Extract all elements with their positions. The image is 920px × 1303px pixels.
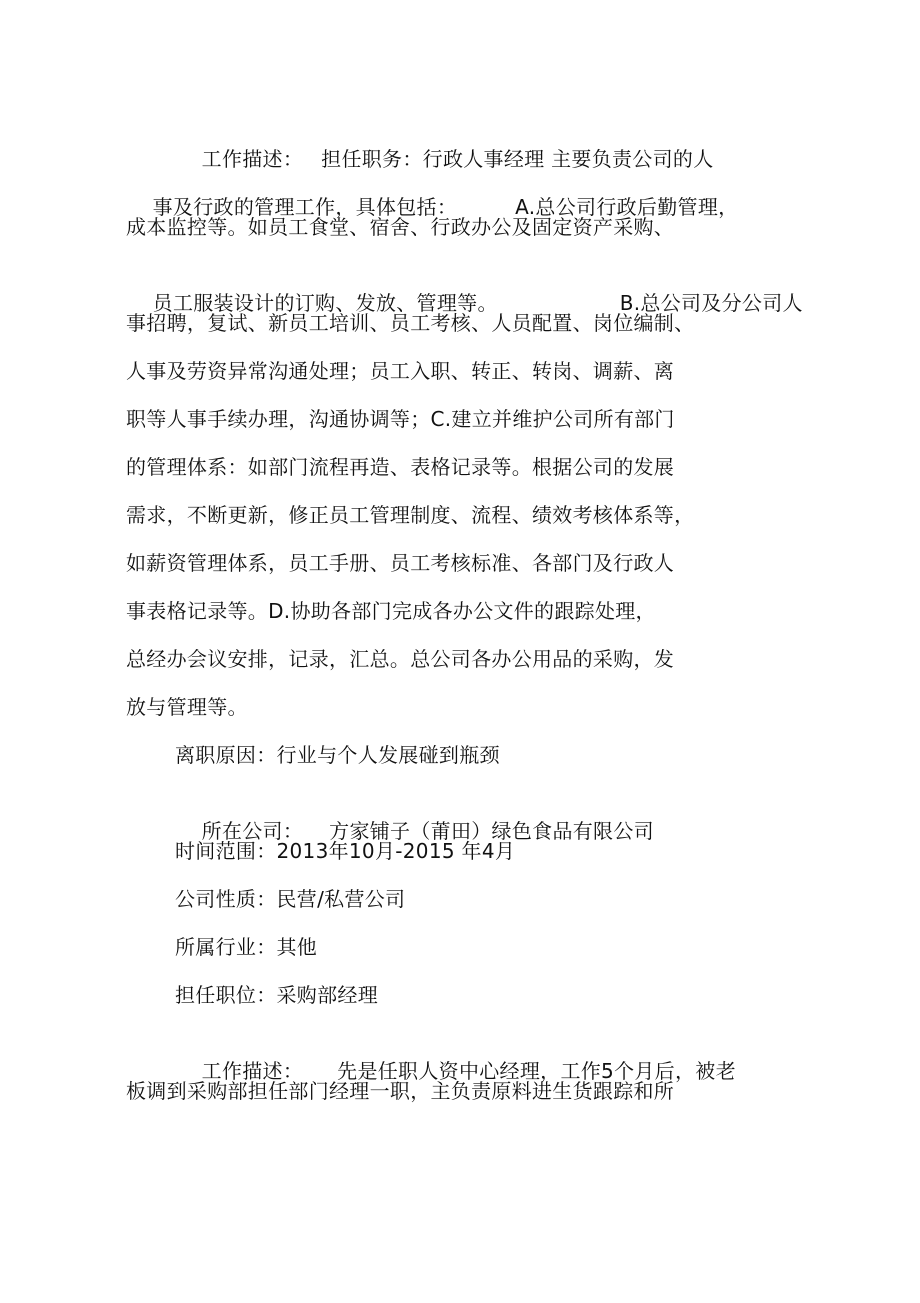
company-nature: 公司性质：民营/私营公司	[175, 887, 406, 911]
job-description-text: 担任职务：行政人事经理 主要负责公司的人	[321, 147, 714, 171]
job-description-line: 人事及劳资异常沟通处理；员工入职、转正、转岗、调薪、离	[126, 359, 675, 383]
industry: 所属行业：其他	[175, 935, 318, 959]
job-description-text: 员工服装设计的订购、发放、管理等。	[152, 291, 498, 315]
time-range: 时间范围：2013年10月-2015 年4月	[175, 839, 516, 863]
company-label: 所在公司：	[201, 819, 304, 843]
job-description-line: 事表格记录等。D.协助各部门完成各办公文件的跟踪处理，	[126, 599, 656, 623]
job-description-text: 事及行政的管理工作，具体包括：	[152, 195, 458, 219]
position: 担任职位：采购部经理	[175, 983, 378, 1007]
job-description-text: A.总公司行政后勤管理，	[515, 195, 739, 219]
job-description-label: 工作描述：	[201, 1059, 304, 1083]
job-description-text: B.总公司及分公司人	[619, 291, 803, 315]
job-description-line: 需求，不断更新，修正员工管理制度、流程、绩效考核体系等，	[126, 503, 695, 527]
leave-reason: 离职原因：行业与个人发展碰到瓶颈	[175, 743, 500, 767]
job-description-line: 放与管理等。	[126, 695, 248, 719]
job-description-line: 如薪资管理体系，员工手册、员工考核标准、各部门及行政人	[126, 551, 675, 575]
job-description-line: 总经办会议安排，记录，汇总。总公司各办公用品的采购，发	[126, 647, 675, 671]
job-description-line: 的管理体系：如部门流程再造、表格记录等。根据公司的发展	[126, 455, 675, 479]
job-description-line: 事招聘，复试、新员工培训、员工考核、人员配置、岗位编制、	[126, 311, 695, 335]
job-description-line: 成本监控等。如员工食堂、宿舍、行政办公及固定资产采购、	[126, 215, 675, 239]
job-description-label: 工作描述：	[201, 147, 304, 171]
job-description-line: 职等人事手续办理，沟通协调等；C.建立并维护公司所有部门	[126, 407, 675, 431]
job-description-text: 先是任职人资中心经理，工作5个月后，被老	[337, 1059, 736, 1083]
job-description-line: 板调到采购部担任部门经理一职，主负责原料进生货跟踪和所	[126, 1079, 675, 1103]
company-value: 方家铺子（莆田）绿色食品有限公司	[329, 819, 654, 843]
